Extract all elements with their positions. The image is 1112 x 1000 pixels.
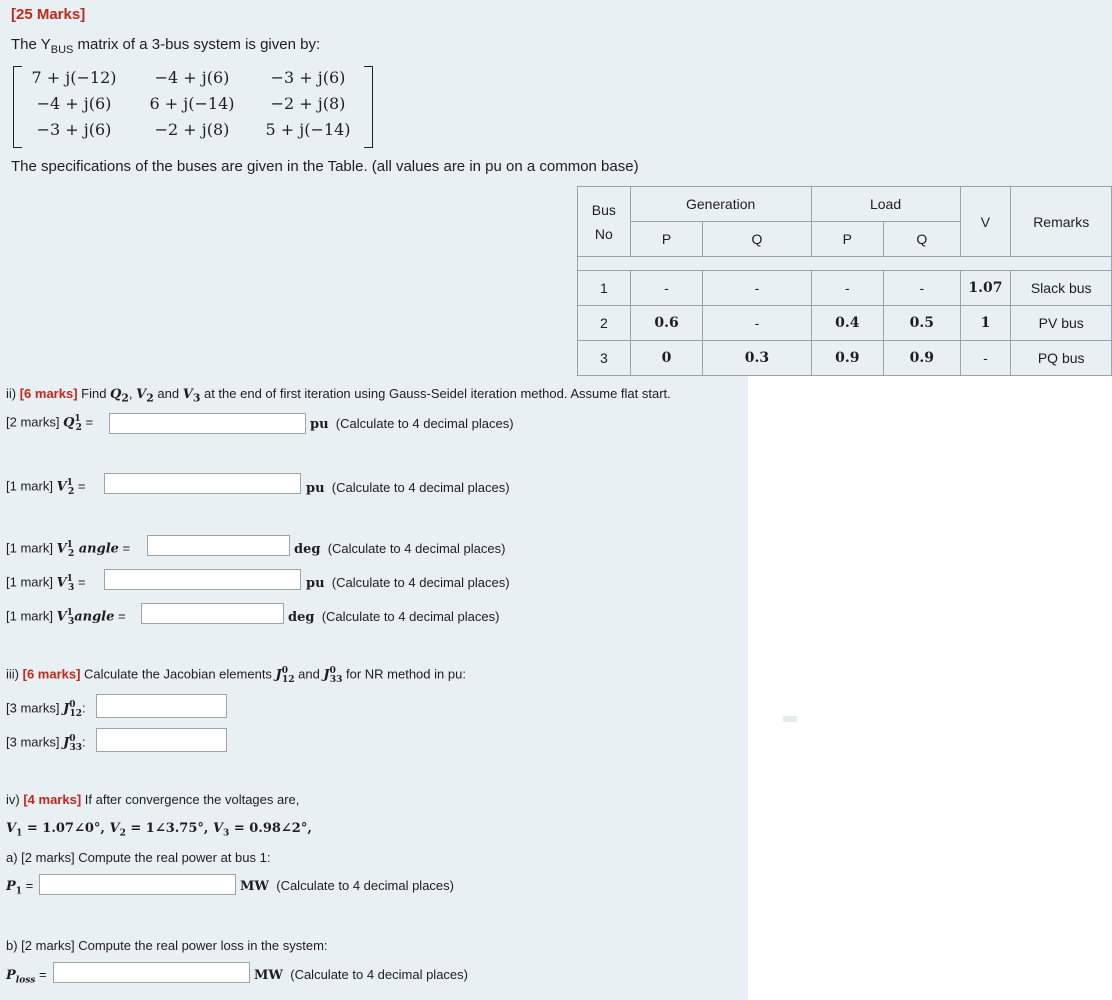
- part-iv-question: iv) [4 marks] If after convergence the voltages are,: [6, 792, 300, 807]
- matrix-cell: −3 + j(6): [36, 120, 112, 139]
- part-ii-question: ii) [6 marks] Find $Q_2$, $V_2$ and $V_3$ at the end of first iteration using Gauss-Seidel iteration method. Assume flat start.: [6, 386, 671, 405]
- j12-label: [3 marks] $J^0_{12}$:: [6, 700, 86, 719]
- part-iv-a-text: a) [2 marks] Compute the real power at bus 1:: [6, 850, 271, 865]
- gen-p-header: P: [630, 222, 703, 257]
- v2-angle-unit: deg (Calculate to 4 decimal places): [294, 541, 506, 557]
- v-header: V: [960, 187, 1011, 257]
- j33-label: [3 marks] $J^0_{33}$:: [6, 734, 86, 753]
- total-marks: [25 Marks]: [11, 6, 86, 23]
- ploss-label: $P_{loss}$ =: [6, 967, 47, 986]
- matrix-right-bracket: [364, 66, 373, 148]
- ybus-matrix: [13, 64, 373, 148]
- q2-input[interactable]: [109, 413, 306, 434]
- question-background-bottom: [0, 374, 748, 1000]
- ploss-input[interactable]: [53, 962, 250, 983]
- decorative-mark: [783, 716, 797, 722]
- spec-text: The specifications of the buses are given in the Table. (all values are in pu on a common base): [11, 158, 639, 175]
- table-row: 2 0.6 - 0.4 0.5 1 PV bus: [578, 306, 1112, 341]
- table-spacer: [578, 257, 1112, 271]
- matrix-cell: −4 + j(6): [154, 68, 230, 87]
- v3-input[interactable]: [104, 569, 301, 590]
- load-header: Load: [811, 187, 960, 222]
- p1-label: $P_1$ =: [6, 878, 34, 897]
- part-iv-b-text: b) [2 marks] Compute the real power loss in the system:: [6, 938, 328, 953]
- gen-q-header: Q: [703, 222, 811, 257]
- part-iii-question: iii) [6 marks] Calculate the Jacobian elements $J^0_{12}$ and $J^0_{33}$ for NR method in pu:: [6, 666, 466, 685]
- converged-voltages: $V_1$ = 1.07∠0°, $V_2$ = 1∠3.75°, $V_3$ = 0.98∠2°,: [6, 821, 312, 839]
- v2-angle-input[interactable]: [147, 535, 290, 556]
- v3-angle-label: [1 mark] $V^1_3angle$ =: [6, 608, 126, 627]
- matrix-cell: −2 + j(8): [154, 120, 230, 139]
- p1-unit: MW (Calculate to 4 decimal places): [240, 878, 454, 894]
- matrix-cell: −3 + j(6): [270, 68, 346, 87]
- table-row: 3 0 0.3 0.9 0.9 - PQ bus: [578, 341, 1112, 376]
- matrix-cell: 6 + j(−14): [149, 94, 235, 113]
- p1-input[interactable]: [39, 874, 236, 895]
- table-row: 1 - - - - 1.07 Slack bus: [578, 271, 1112, 306]
- ybus-pre: The Y: [11, 36, 51, 53]
- bus-spec-table: [577, 186, 1112, 376]
- remarks-header: Remarks: [1011, 187, 1112, 257]
- v2-label: [1 mark] $V^1_2$ =: [6, 478, 86, 497]
- v3-angle-input[interactable]: [141, 603, 284, 624]
- v2-input[interactable]: [104, 473, 301, 494]
- v3-label: [1 mark] $V^1_3$ =: [6, 574, 86, 593]
- v2-angle-label: [1 mark] $V^1_2$ angle =: [6, 540, 131, 559]
- matrix-cell: 5 + j(−14): [265, 120, 351, 139]
- ybus-subscript: BUS: [50, 44, 74, 56]
- v3-unit: pu (Calculate to 4 decimal places): [306, 575, 510, 591]
- j33-input[interactable]: [96, 728, 227, 752]
- load-q-header: Q: [884, 222, 960, 257]
- ybus-intro: [11, 36, 321, 56]
- q2-unit: pu (Calculate to 4 decimal places): [310, 416, 514, 432]
- q2-label: [2 marks] $Q^1_2$ =: [6, 414, 94, 433]
- v3-angle-unit: deg (Calculate to 4 decimal places): [288, 609, 500, 625]
- ybus-post: matrix of a 3-bus system is given by:: [73, 36, 321, 53]
- matrix-cell: −2 + j(8): [270, 94, 346, 113]
- ploss-unit: MW (Calculate to 4 decimal places): [254, 967, 468, 983]
- matrix-cell: 7 + j(−12): [31, 68, 117, 87]
- j12-input[interactable]: [96, 694, 227, 718]
- load-p-header: P: [811, 222, 884, 257]
- generation-header: Generation: [630, 187, 811, 222]
- bus-no-header: Bus No: [578, 187, 631, 257]
- matrix-cell: −4 + j(6): [36, 94, 112, 113]
- v2-unit: pu (Calculate to 4 decimal places): [306, 480, 510, 496]
